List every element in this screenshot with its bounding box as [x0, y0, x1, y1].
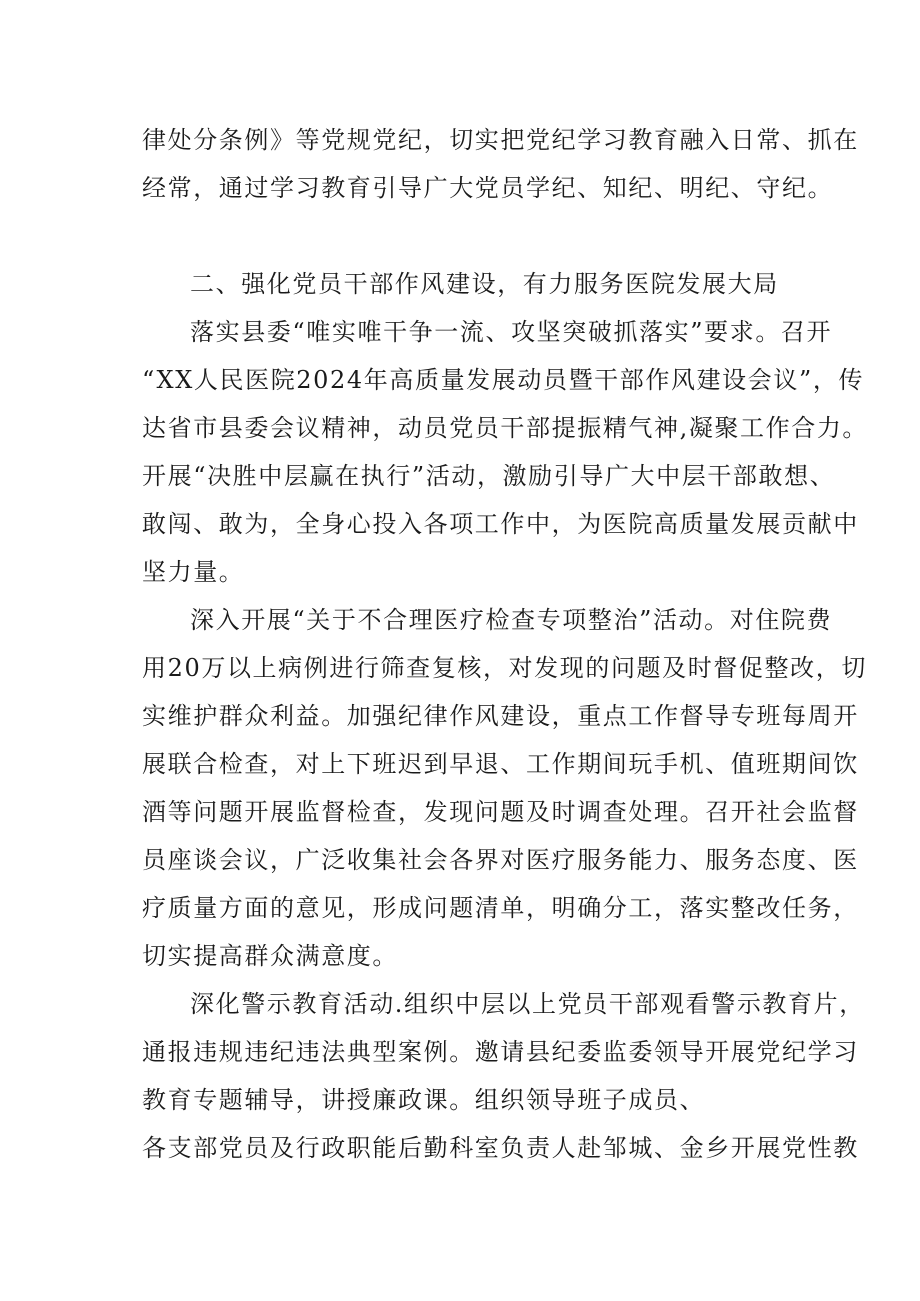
- paragraph-1-line-4: 开展“决胜中层赢在执行”活动，激励引导广大中层干部敢想、: [142, 462, 836, 490]
- paragraph-2-line-1: 深入开展“关于不合理医疗检查专项整治”活动。对住院费: [190, 606, 833, 634]
- paragraph-2-line-5: 酒等问题开展监督检查，发现问题及时调查处理。召开社会监督: [142, 798, 859, 826]
- paragraph-1-line-3: 达省市县委会议精神，动员党员干部提振精气神,凝聚工作合力。: [142, 414, 869, 442]
- continuation-line-2: 经常，通过学习教育引导广大党员学纪、知纪、明纪、守纪。: [142, 174, 834, 202]
- paragraph-3-line-1: 深化警示教育活动.组织中层以上党员干部观看警示教育片，: [190, 990, 865, 1018]
- section-heading: 二、强化党员干部作风建设，有力服务医院发展大局: [190, 270, 779, 298]
- continuation-line-1: 律处分条例》等党规党纪，切实把党纪学习教育融入日常、抓在: [142, 126, 859, 154]
- paragraph-3-line-3: 教育专题辅导，讲授廉政课。组织领导班子成员、: [142, 1086, 706, 1114]
- paragraph-2-line-8: 切实提高群众满意度。: [142, 942, 398, 970]
- paragraph-1-line-5: 敢闯、敢为，全身心投入各项工作中，为医院高质量发展贡献中: [142, 510, 859, 538]
- paragraph-1-line-1: 落实县委“唯实唯干争一流、攻坚突破抓落实”要求。召开: [190, 318, 833, 346]
- paragraph-2-line-2: 用20万以上病例进行筛查复核，对发现的问题及时督促整改，切: [142, 654, 867, 682]
- paragraph-2-line-4: 展联合检查，对上下班迟到早退、工作期间玩手机、值班期间饮: [142, 750, 859, 778]
- paragraph-2-line-7: 疗质量方面的意见，形成问题清单，明确分工，落实整改任务，: [142, 894, 859, 922]
- paragraph-2-line-3: 实维护群众利益。加强纪律作风建设，重点工作督导专班每周开: [142, 702, 859, 730]
- paragraph-3-line-4: 各支部党员及行政职能后勤科室负责人赴邹城、金乡开展党性教: [142, 1134, 859, 1162]
- paragraph-3-line-2: 通报违规违纪违法典型案例。邀请县纪委监委领导开展党纪学习: [142, 1038, 859, 1066]
- paragraph-2-line-6: 员座谈会议，广泛收集社会各界对医疗服务能力、服务态度、医: [142, 846, 859, 874]
- paragraph-1-line-2: “XX人民医院2024年高质量发展动员暨干部作风建设会议”，传: [142, 366, 865, 394]
- paragraph-1-line-6: 坚力量。: [142, 558, 245, 586]
